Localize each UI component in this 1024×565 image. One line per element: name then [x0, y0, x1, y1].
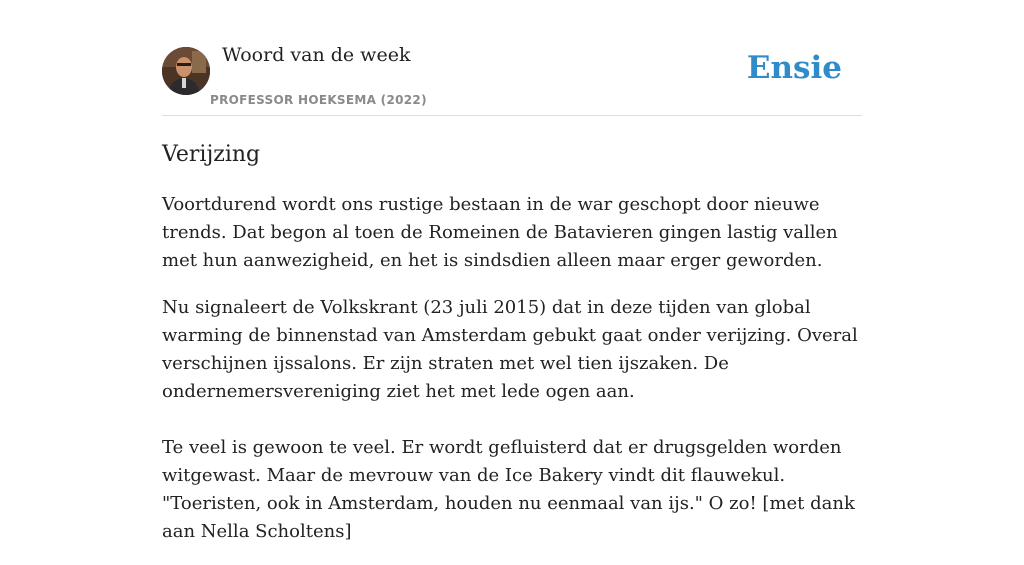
- article-body: [162, 191, 862, 546]
- avatar[interactable]: [162, 47, 210, 95]
- paragraph: Voortdurend wordt ons rustige bestaan in de war geschopt door nieuwe trends. Dat begon al toen de Romeinen de Batavieren gingen lastig vallen met hun aanwezigheid, en het is sindsdien alleen maar erger geworden.: [162, 194, 838, 271]
- column-title[interactable]: Woord van de week: [222, 44, 411, 66]
- page: [162, 0, 862, 565]
- author-name[interactable]: PROFESSOR HOEKSEMA (2022): [210, 93, 427, 107]
- author-photo: [162, 47, 210, 95]
- paragraph: Te veel is gewoon te veel. Er wordt gefluisterd dat er drugsgelden worden witgewast. Maar de mevrouw van de Ice Bakery vindt dit flauwekul. "Toeristen, ook in Amsterdam, houden nu eenmaal van ijs." O zo! [met dank aan Nella Scholtens]: [162, 437, 855, 542]
- article-title: Verijzing: [162, 142, 261, 167]
- brand-logo[interactable]: Ensie: [746, 50, 842, 86]
- paragraph: Nu signaleert de Volkskrant (23 juli 2015) dat in deze tijden van global warming de binnenstad van Amsterdam gebukt gaat onder verijzing. Overal verschijnen ijssalons. Er zijn straten met wel tien ijszaken. De ondernemersvereniging ziet het met lede ogen aan.: [162, 297, 858, 402]
- header: [162, 0, 862, 116]
